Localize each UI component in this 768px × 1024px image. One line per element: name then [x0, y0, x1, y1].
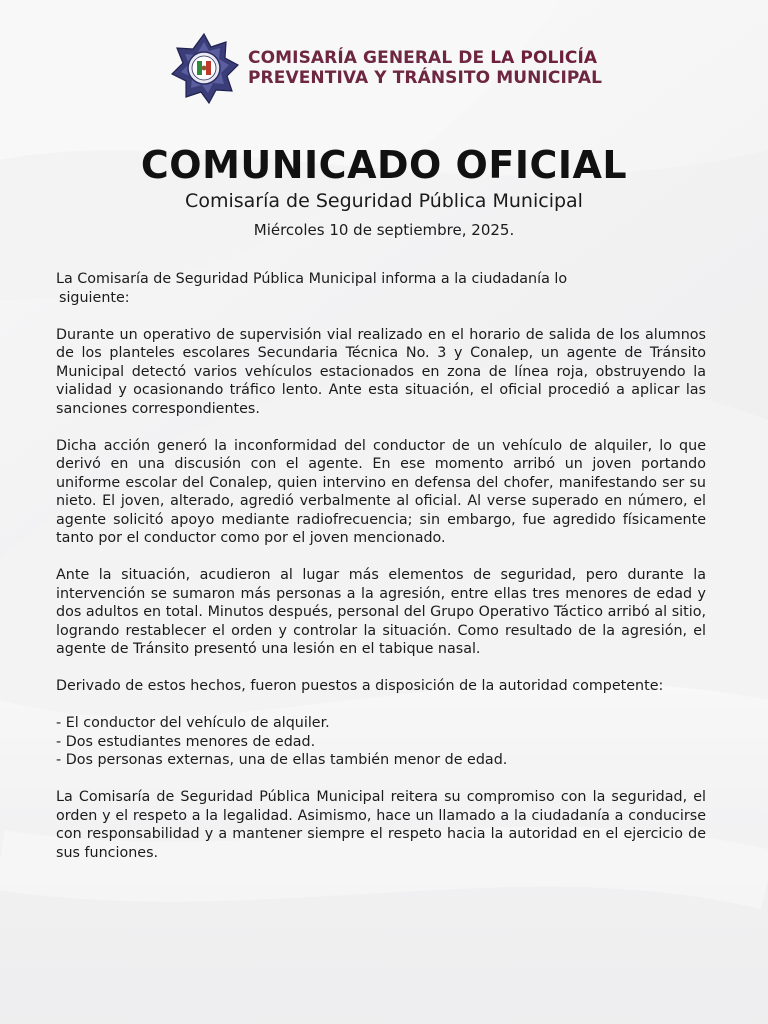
list-item: - Dos estudiantes menores de edad. [56, 733, 316, 750]
paragraph-2: Dicha acción generó la inconformidad del conductor de un vehículo de alquiler, lo que derivó en una discusión con el agente. En ese momento arribó un joven portando uniforme escolar del Conalep, quien intervino en defensa del chofer, manifestando ser su nieto. El joven, alterado, agredió verbalmente al oficial. Al verse superado en número, el agente solicitó apoyo mediante radiofrecuencia; sin embargo, fue agredido físicamente tanto por el conductor como por el joven mencionado. [56, 437, 706, 546]
publication-date: Miércoles 10 de septiembre, 2025. [253, 221, 515, 239]
list-item: - Dos personas externas, una de ellas también menor de edad. [56, 752, 508, 768]
communique-body [56, 270, 706, 881]
title-block [0, 142, 768, 242]
paragraph-1: Durante un operativo de supervisión vial realizado en el horario de salida de los alumnos de los planteles escolares Secundaria Técnica No. 3 y Conalep, un agente de Tránsito Municipal detectó varios vehículos estacionados en zona de línea roja, obstruyendo la vialidad y ocasionando tráfico lento. Ante esta situación, el oficial procedió a aplicar las sanciones correspondientes. [56, 326, 706, 417]
org-name-line2: PREVENTIVA Y TRÁNSITO MUNICIPAL [248, 68, 603, 88]
paragraph-4: Derivado de estos hechos, fueron puestos a disposición de la autoridad competente: [56, 678, 664, 694]
org-name-strong: LA POLICÍA [490, 48, 598, 68]
police-star-badge-icon [168, 32, 240, 104]
intro-paragraph [56, 270, 706, 307]
intro-line2: siguiente: [59, 289, 130, 306]
organization-name [248, 48, 602, 88]
detainees-list [56, 714, 706, 770]
intro-line1: La Comisaría de Seguridad Pública Municipal informa a la ciudadanía lo [56, 271, 568, 287]
org-name-line1 [248, 48, 602, 68]
list-item: - El conductor del vehículo de alquiler. [56, 715, 330, 731]
paragraph-3: Ante la situación, acudieron al lugar más elementos de seguridad, pero durante la intervención se sumaron más personas a la agresión, entre ellas tres menores de edad y dos adultos en total. Minutos después, personal del Grupo Operativo Táctico arribó al sitio, logrando restablecer el orden y controlar la situación. Como resultado de la agresión, el agente de Tránsito presentó una lesión en el tabique nasal. [56, 567, 706, 657]
closing-paragraph: La Comisaría de Seguridad Pública Municipal reitera su compromiso con la seguridad, el orden y el respeto a la legalidad. Asimismo, hace un llamado a la ciudadanía a conducirse con responsabilidad y a mantener siempre el respeto hacia la autoridad en el ejercicio de sus funciones. [56, 789, 706, 861]
page-subtitle: Comisaría de Seguridad Pública Municipal [185, 190, 583, 212]
header [168, 32, 602, 104]
org-name-prefix: COMISARÍA GENERAL DE [248, 48, 491, 68]
page-title: COMUNICADO OFICIAL [140, 143, 628, 187]
